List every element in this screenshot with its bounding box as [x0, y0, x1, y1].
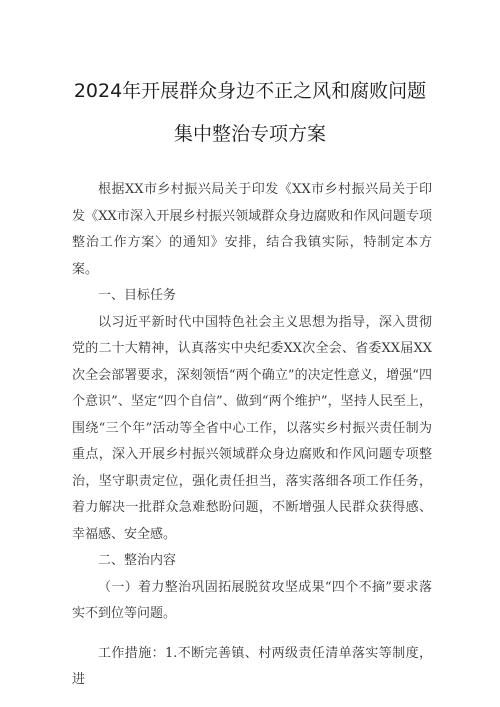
intro-paragraph: 根据XX市乡村振兴局关于印发《XX市乡村振兴局关于印发《XX市深入开展乡村振兴领域群众身边腐败和作风问题专项整治工作方案〉的通知》安排，结合我镇实际，特制定本方案。 — [72, 182, 432, 277]
document-title-line2: 集中整治专项方案 — [173, 123, 326, 145]
section1-heading: 一、目标任务 — [98, 288, 177, 303]
section1-paragraph: 以习近平新时代中国特色社会主义思想为指导，深入贯彻党的二十大精神，认真落实中央纪委XX次全会、省委XX届XX次全会部署要求，深刻领悟“两个确立”的决定性意义，增强“四个意识”、坚定“四个自信”、做到“两个维护”，坚持人民至上，围绕“三个年”活动等全省中心工作，以落实乡村振兴责任制为重点，深入开展乡村振兴领域群众身边腐败和作风问题专项整治，坚守职责定位，强化责任担当，落实落细各项工作任务，着力解决一批群众急难愁盼问题，不断增强人民群众获得感、幸福感、安全感。 — [72, 314, 432, 542]
subsection1-paragraph: （一）着力整治巩固拓展脱贫攻坚成果“四个不摘”要求落实不到位等问题。 — [72, 579, 432, 621]
measures-paragraph: 工作措施：1.不断完善镇、村两级责任清单落实等制度，进 — [72, 645, 432, 687]
document-title-line1: 2024年开展群众身边不正之风和腐败问题 — [73, 80, 427, 102]
section2-heading: 二、整治内容 — [98, 553, 177, 568]
document-body — [72, 177, 432, 694]
